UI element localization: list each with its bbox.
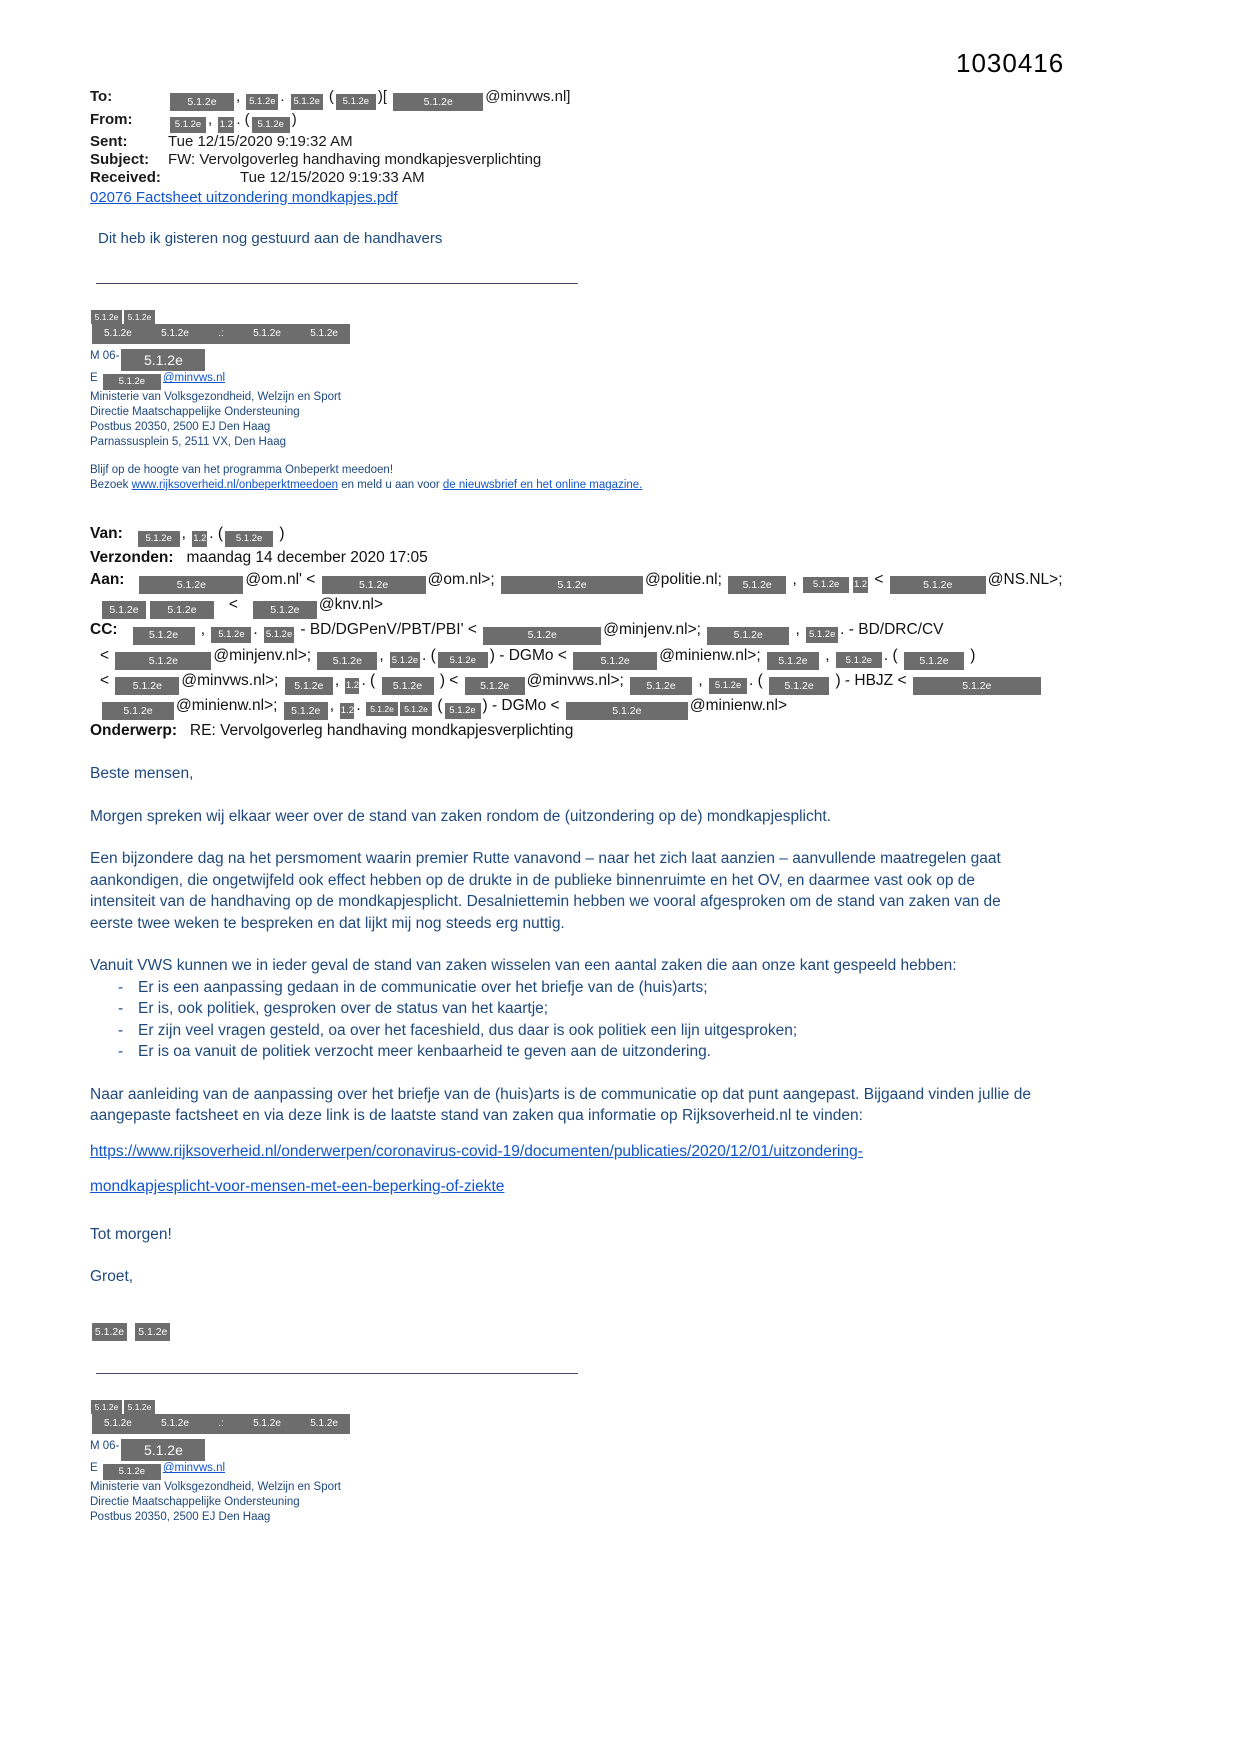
text-fragment: < — [100, 671, 114, 689]
cc-row-continued — [90, 645, 1170, 670]
aan-row-continued — [90, 594, 1170, 619]
redaction-box: 5.1.2e — [438, 652, 488, 668]
redaction-box: 5.1.2e — [291, 94, 323, 110]
verzonden-row — [90, 547, 1170, 569]
redacted-title-bar — [90, 324, 1170, 344]
redaction-box: 5.1.2e — [284, 702, 328, 720]
redaction-box: 5.1.2e — [806, 627, 838, 643]
bullet-text: Er is, ook politiek, gesproken over de status van het kaartje; — [138, 1000, 549, 1018]
org-line: Postbus 20350, 2500 EJ Den Haag — [90, 1511, 271, 1523]
paragraph: Vanuit VWS kunnen we in ieder geval de stand van zaken wisselen van een aantal zaken die aan onze kant gespeeld hebben: — [90, 957, 957, 975]
sent-value: Tue 12/15/2020 9:19:32 AM — [168, 133, 353, 150]
spacer-text — [122, 621, 126, 638]
email-header — [90, 88, 1170, 206]
header-row-received — [90, 169, 1170, 187]
redacted-names-row — [90, 1398, 1170, 1414]
redaction-box: 5.1.2e — [483, 627, 601, 645]
text-fragment: . ( — [209, 525, 224, 542]
redaction-label: 5.1.2e — [104, 1418, 132, 1430]
redaction-box: 5.1.2e — [211, 627, 251, 643]
redaction-box: 5.1.2e — [115, 652, 211, 670]
redaction-box: 5.1.2e — [904, 652, 964, 670]
onderwerp-row — [90, 720, 1170, 742]
spacer-text — [129, 571, 133, 588]
text-fragment: )[ — [377, 88, 392, 105]
bullet-item — [90, 1041, 1035, 1063]
closing-line: Tot morgen! — [90, 1225, 172, 1243]
cc-value-redacted — [131, 621, 944, 642]
redacted-signature-names — [90, 1316, 1035, 1341]
header-row-from — [90, 111, 1170, 133]
org-line: Directie Maatschappelijke Ondersteuning — [90, 1496, 300, 1508]
redaction-label: 5.1.2e — [310, 1418, 338, 1430]
redaction-label: .: — [218, 1418, 224, 1430]
text-fragment: . ( — [883, 646, 902, 664]
redaction-label: 5.1.2e — [161, 1418, 189, 1430]
redaction-box: 5.1.2e — [264, 627, 294, 643]
redaction-box: 5.1.2e — [390, 652, 420, 668]
redaction-box: 5.1.2e — [728, 576, 786, 594]
redaction-box: 5.1.2e — [322, 576, 426, 594]
text-fragment: ) — [291, 111, 297, 129]
redaction-box: 5.1.2e — [138, 531, 180, 547]
divider-line — [96, 283, 578, 284]
text-fragment — [129, 1318, 133, 1335]
van-label: Van: — [90, 525, 123, 542]
redaction-box: 5.1.2e — [252, 117, 290, 133]
redaction-box: 5.1.2e — [139, 576, 243, 594]
org-line: Postbus 20350, 2500 EJ Den Haag — [90, 421, 271, 433]
redaction-box: 5.1.2e — [336, 94, 376, 110]
org-line: Ministerie van Volksgezondheid, Welzijn en Sport — [90, 1481, 342, 1493]
text-fragment: M 06- — [90, 350, 120, 363]
text-fragment: @minvws.nl>; — [526, 671, 629, 689]
redaction-box: 5.1.2e — [103, 374, 161, 390]
van-value-redacted — [136, 525, 285, 542]
verzonden-value: maandag 14 december 2020 17:05 — [186, 548, 428, 566]
org-line: Ministerie van Volksgezondheid, Welzijn en Sport — [90, 391, 342, 403]
link[interactable]: @minvws.nl — [162, 372, 226, 385]
text-fragment: < — [216, 596, 251, 613]
redaction-box: 1.2 — [853, 577, 868, 593]
rijksoverheid-link-line1[interactable]: https://www.rijksoverheid.nl/onderwerpen/coronavirus-covid-19/documenten/publicaties/2020/12/01/uitzondering- — [90, 1142, 863, 1160]
redaction-box: 5.1.2e — [767, 652, 819, 670]
text-fragment: @minvws.nl] — [485, 88, 571, 105]
redacted-names-row — [90, 308, 1170, 324]
text-fragment: ) - DGMo < — [482, 697, 564, 714]
text-fragment: E — [90, 372, 101, 385]
mobile-row — [90, 1439, 1170, 1461]
text-fragment: ( — [324, 88, 334, 105]
redaction-box: 5.1.2e — [382, 677, 434, 695]
text-fragment: @minienw.nl> — [689, 697, 788, 714]
link[interactable]: www.rijksoverheid.nl/onbeperktmeedoen — [131, 479, 339, 491]
text-fragment: , — [181, 525, 191, 542]
redaction-label: 5.1.2e — [104, 328, 132, 340]
bullet-dash: - — [118, 978, 124, 996]
text-fragment: @minjenv.nl>; — [603, 621, 706, 639]
text-fragment: @minjenv.nl>; — [213, 646, 316, 664]
text-fragment: < — [870, 570, 888, 588]
bullet-text: Er is oa vanuit de politiek verzocht meer kenbaarheid te geven aan de uitzondering. — [138, 1043, 711, 1061]
redaction-box: 5.1.2e — [769, 677, 829, 695]
redaction-box: 5.1.2e — [573, 652, 657, 670]
header-row-subject — [90, 151, 1170, 169]
sent-label: Sent: — [90, 133, 128, 150]
received-value: Tue 12/15/2020 9:19:33 AM — [240, 169, 425, 186]
redaction-box: 5.1.2e — [170, 117, 206, 133]
text-fragment: en meld u aan voor — [338, 479, 443, 491]
bullet-dash: - — [118, 1043, 124, 1061]
received-label: Received: — [90, 169, 161, 186]
redaction-box: 5.1.2e — [102, 601, 146, 619]
text-fragment: ) - HBJZ < — [831, 671, 911, 689]
spacer — [90, 450, 1170, 463]
email-body — [90, 763, 1035, 1341]
text-fragment: @NS.NL>; — [987, 570, 1063, 588]
onderwerp-label: Onderwerp: — [90, 722, 177, 740]
redaction-box: 1.2 — [340, 703, 354, 719]
bullet-dash: - — [118, 1021, 124, 1039]
redaction-box: 5.1.2e — [709, 678, 747, 694]
paragraph: Een bijzondere dag na het persmoment waarin premier Rutte vanavond – naar het zich laat aanzien – aanvullende maatregelen gaat aankondigen, die ongetwijfeld ook effect hebben op de drukte in de publieke binnenruimte en het OV, en daarmee vast ook op de intensiteit van de handhaving op de mondkapjesplicht. Desalniettemin hebben we vooral afgesproken om de stand van zaken van de eerste twee weken te bespreken en dat lijkt mij nog steeds erg nuttig. — [90, 850, 1001, 932]
document-number: 1030416 — [956, 48, 1065, 78]
redaction-box: 5.1.2e — [133, 627, 195, 645]
to-value-redacted — [168, 88, 570, 111]
attachment-row — [90, 189, 1170, 206]
text-fragment: , — [820, 646, 834, 664]
text-fragment: , — [694, 671, 708, 689]
redaction-box: 5.1.2e — [253, 601, 317, 619]
redaction-box: 5.1.2e — [836, 652, 882, 668]
spacer-text — [127, 525, 131, 542]
bullet-item — [90, 1020, 1035, 1042]
from-value-redacted — [168, 111, 297, 133]
redaction-label: 5.1.2e — [253, 328, 281, 340]
cc-label: CC: — [90, 621, 118, 639]
verzonden-label: Verzonden: — [90, 548, 174, 566]
redaction-box: 5.1.2e — [225, 531, 273, 547]
text-fragment: . — [280, 88, 289, 105]
cc-row-continued — [90, 670, 1170, 695]
text-fragment: . ( — [361, 671, 380, 689]
redaction-label: 5.1.2e — [161, 328, 189, 340]
text-fragment: Bezoek — [90, 479, 132, 491]
spacer-text — [181, 722, 185, 739]
text-fragment: , — [329, 697, 339, 714]
from-label: From: — [90, 111, 133, 129]
subject-value: FW: Vervolgoverleg handhaving mondkapjesverplichting — [168, 151, 542, 168]
text-fragment: @knv.nl> — [318, 596, 384, 613]
org-line: Parnassusplein 5, 2511 VX, Den Haag — [90, 436, 287, 448]
redacted-title-bar — [90, 1414, 1170, 1434]
header-row-to — [90, 88, 1170, 111]
follow-line: Blijf op de hoogte van het programma Onbeperkt meedoen! — [90, 464, 394, 476]
redaction-box: 5.1.2e — [803, 577, 849, 593]
greeting: Beste mensen, — [90, 765, 194, 783]
to-label: To: — [90, 88, 113, 105]
text-fragment: , — [196, 621, 210, 639]
spacer-text — [178, 549, 182, 566]
redaction-box: 5.1.2e — [91, 310, 122, 324]
redaction-box: 5.1.2e — [501, 576, 643, 594]
redaction-box: 5.1.2e — [400, 702, 432, 716]
text-fragment: . — [253, 621, 263, 639]
redaction-box: 5.1.2e — [124, 1400, 155, 1414]
bullet-text: Er is een aanpassing gedaan in de communicatie over het briefje van de (huis)arts; — [138, 978, 708, 996]
redaction-label: 5.1.2e — [253, 1418, 281, 1430]
redaction-box: 1.2 — [192, 531, 207, 547]
text-fragment: ) < — [435, 671, 463, 689]
bullet-item — [90, 998, 1035, 1020]
closing-greeting: Groet, — [90, 1268, 134, 1286]
divider-line — [96, 1373, 578, 1374]
text-fragment: M 06- — [90, 1440, 120, 1453]
aan-label: Aan: — [90, 570, 125, 588]
redaction-bar — [92, 1414, 350, 1434]
link[interactable]: @minvws.nl — [162, 1462, 226, 1475]
redaction-box: 5.1.2e — [630, 677, 692, 695]
redaction-label: 5.1.2e — [310, 328, 338, 340]
text-fragment: E — [90, 1462, 101, 1475]
text-fragment: . — [356, 697, 366, 714]
redaction-box: 5.1.2e — [566, 702, 688, 720]
link[interactable]: de nieuwsbrief en het online magazine. — [442, 479, 643, 491]
redaction-box: 5.1.2e — [465, 677, 525, 695]
paragraph: Naar aanleiding van de aanpassing over het briefje van de (huis)arts is de communicatie op dat punt aangepast. Bijgaand vinden jullie de aangepaste factsheet en via deze link is de laatste stand van zaken qua informatie op Rijksoverheid.nl te vinden: — [90, 1085, 1031, 1125]
redaction-box: 1.2 — [345, 678, 359, 694]
org-line: Directie Maatschappelijke Ondersteuning — [90, 406, 300, 418]
redaction-box: 5.1.2e — [317, 652, 377, 670]
text-fragment: . ( — [236, 111, 250, 129]
redaction-box: 5.1.2e — [91, 1400, 122, 1414]
redaction-box: 5.1.2e — [445, 703, 481, 719]
text-fragment: @om.nl>; — [427, 570, 499, 588]
redaction-box: 5.1.2e — [150, 601, 214, 619]
bullet-text: Er zijn veel vragen gesteld, oa over het faceshield, dus daar is ook politiek een lijn uitgesproken; — [138, 1021, 798, 1039]
text-fragment: < — [100, 646, 114, 664]
text-fragment: , — [791, 621, 805, 639]
onderwerp-value: RE: Vervolgoverleg handhaving mondkapjesverplichting — [189, 722, 574, 740]
text-fragment: . ( — [749, 671, 768, 689]
visit-row — [90, 478, 1170, 493]
email-row — [90, 371, 1170, 390]
text-fragment: @minienw.nl>; — [659, 646, 765, 664]
text-fragment: ) - DGMo < — [489, 646, 572, 664]
bullet-dash: - — [118, 1000, 124, 1018]
redaction-box: 5.1.2e — [121, 1439, 205, 1461]
text-fragment: ( — [433, 697, 443, 714]
attachment-link[interactable]: 02076 Factsheet uitzondering mondkapjes.pdf — [90, 189, 398, 206]
text-fragment: . - BD/DRC/CV — [840, 621, 944, 639]
text-fragment: @minienw.nl>; — [176, 697, 282, 714]
email-content — [90, 88, 1170, 1525]
redaction-box: 5.1.2e — [246, 94, 278, 110]
text-fragment: ) — [965, 646, 976, 664]
cc-row-continued — [90, 695, 1170, 720]
aan-row — [90, 569, 1170, 594]
rijksoverheid-link-line2[interactable]: mondkapjesplicht-voor-mensen-met-een-beperking-of-ziekte — [90, 1178, 505, 1196]
header-row-sent — [90, 133, 1170, 151]
signature-block-1 — [90, 308, 1170, 493]
signature-block-2 — [90, 1398, 1170, 1525]
bullet-item — [90, 977, 1035, 999]
text-fragment: @politie.nl; — [644, 570, 727, 588]
email-row — [90, 1461, 1170, 1480]
redaction-box: 5.1.2e — [285, 677, 333, 695]
redaction-label: .: — [218, 328, 224, 340]
redaction-box: 1.2 — [218, 117, 234, 133]
intro-line: Dit heb ik gisteren nog gestuurd aan de handhavers — [98, 230, 443, 247]
redaction-box: 5.1.2e — [913, 677, 1041, 695]
aan-value-redacted — [137, 570, 1063, 591]
text-fragment: , — [788, 570, 802, 588]
redaction-box: 5.1.2e — [170, 93, 234, 111]
redaction-box: 5.1.2e — [707, 627, 789, 645]
redaction-box: 5.1.2e — [890, 576, 986, 594]
subject-label: Subject: — [90, 151, 150, 168]
cc-row — [90, 619, 1170, 644]
redaction-box: 5.1.2e — [92, 1323, 127, 1341]
quoted-email-header — [90, 523, 1170, 742]
redaction-box: 5.1.2e — [135, 1323, 170, 1341]
text-fragment: . ( — [422, 646, 436, 664]
text-fragment: , — [236, 88, 245, 105]
van-row — [90, 523, 1170, 547]
redaction-box: 5.1.2e — [102, 702, 174, 720]
redaction-box: 5.1.2e — [103, 1464, 161, 1480]
redaction-box: 5.1.2e — [124, 310, 155, 324]
redaction-bar — [92, 324, 350, 344]
redaction-box: 5.1.2e — [393, 93, 483, 111]
redaction-box: 5.1.2e — [121, 349, 205, 371]
text-fragment: , — [334, 671, 344, 689]
text-fragment: ) — [275, 525, 285, 542]
redaction-box: 5.1.2e — [115, 677, 179, 695]
paragraph: Morgen spreken wij elkaar weer over de stand van zaken rondom de (uitzondering op de) mondkapjesplicht. — [90, 807, 831, 825]
text-fragment: , — [379, 646, 389, 664]
text-fragment: @minvws.nl>; — [181, 671, 283, 689]
mobile-row — [90, 349, 1170, 371]
text-fragment: , — [208, 111, 217, 129]
redaction-box: 5.1.2e — [366, 702, 398, 716]
text-fragment: - BD/DGPenV/PBT/PBI' < — [296, 621, 482, 639]
text-fragment: @om.nl' < — [245, 570, 320, 588]
